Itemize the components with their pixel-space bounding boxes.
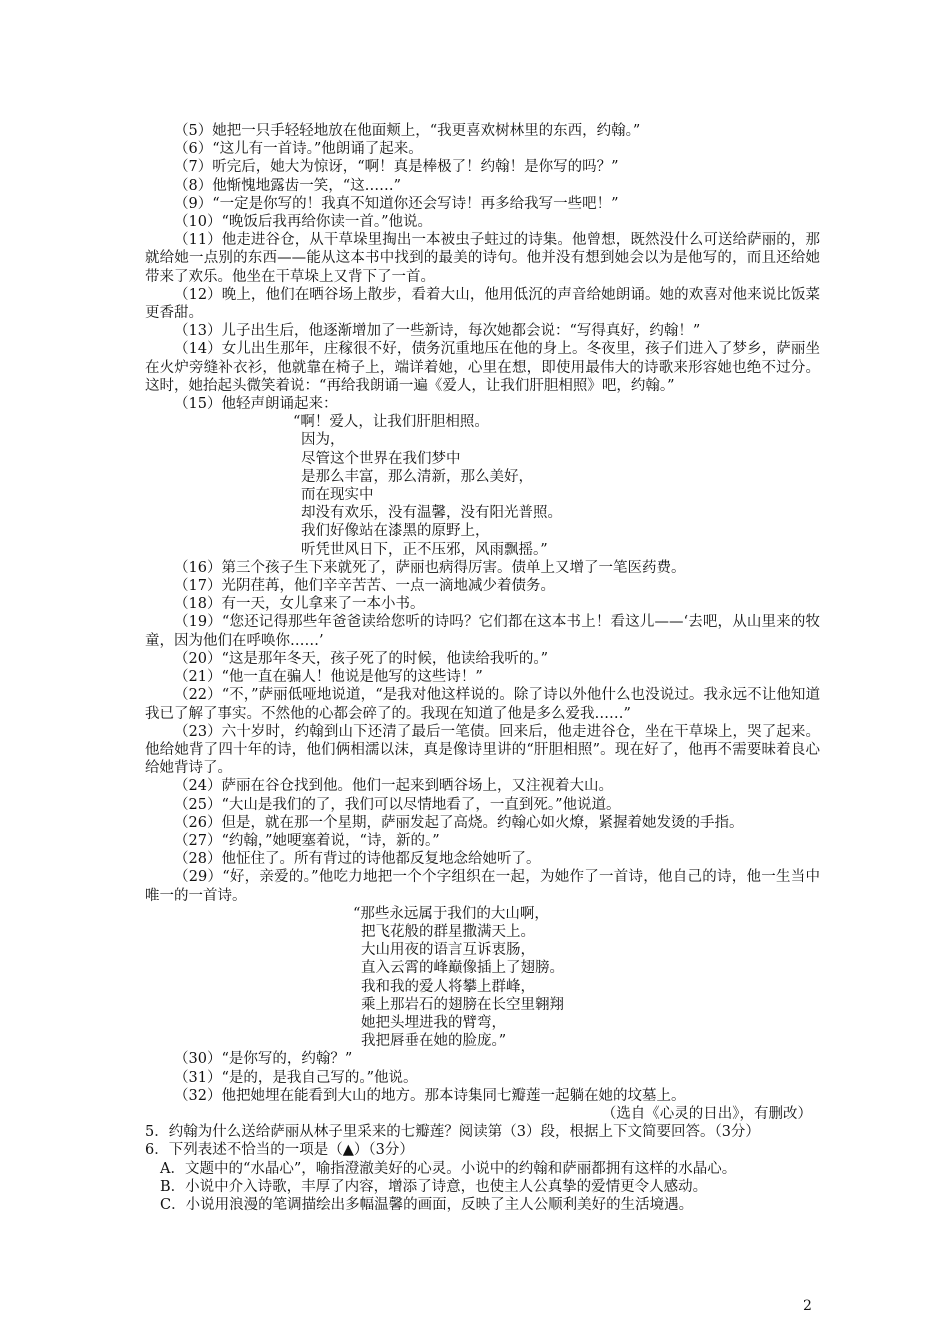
paragraph-22: （22）“不，”萨丽低哑地说道，“是我对他这样说的。除了诗以外他什么也没说过。我永远不让他知道我已了解了事实。不然他的心都会碎了的。我现在知道了他是多么爱我……”: [145, 687, 820, 722]
paragraph-32: （32）他把她埋在能看到大山的地方。那本诗集同七瓣莲一起躺在她的坟墓上。: [174, 1087, 686, 1104]
poem-line: 直入云霄的峰巅像插上了翅膀。: [361, 960, 564, 977]
poem-line: 而在现实中: [301, 487, 374, 504]
paragraph-7: （7）听完后，她大为惊讶，“啊！真是棒极了！约翰！是你写的吗？”: [174, 159, 619, 176]
paragraph-15: （15）他轻声朗诵起来：: [174, 396, 338, 413]
page-number: 2: [803, 1298, 812, 1314]
poem-line: 我和我的爱人将攀上群峰，: [361, 978, 535, 995]
paragraph-28: （28）他怔住了。所有背过的诗他都反复地念给她听了。: [174, 851, 541, 868]
paragraph-11: （11）他走进谷仓，从干草垛里掏出一本被虫子蛀过的诗集。他曾想，既然没什么可送给萨丽的，那就给她一点别的东西——能从这本书中找到的最美的诗句。他并没有想到她会以为是他写的，而且还给她带来了欢乐。他坐在干草垛上又背下了一首。: [145, 232, 820, 285]
poem-line: 是那么丰富，那么清新，那么美好，: [301, 468, 533, 485]
poem-line: “那些永远属于我们的大山啊，: [353, 905, 549, 922]
poem-line: 听凭世风日下，正不压邪，风雨飘摇。”: [301, 541, 548, 558]
paragraph-18: （18）有一天，女儿拿来了一本小书。: [174, 596, 425, 613]
paragraph-26: （26）但是，就在那一个星期，萨丽发起了高烧。约翰心如火燎，紧握着她发烫的手指。: [174, 814, 744, 831]
paragraph-8: （8）他惭愧地露齿一笑，“这……”: [174, 177, 402, 194]
poem-line: “啊！爱人，让我们肝胆相照。: [293, 414, 489, 431]
poem-love: [145, 413, 820, 559]
option-b: B．小说中介入诗歌，丰厚了内容，增添了诗意，也使主人公真挚的爱情更令人感动。: [160, 1178, 708, 1195]
paragraph-27: （27）“约翰，”她哽塞着说，“诗，新的。”: [174, 832, 440, 849]
question-5: 5．约翰为什么送给萨丽从林子里采来的七瓣莲？阅读第（3）段，根据上下文简要回答。（3分）: [145, 1124, 760, 1141]
poem-line: 尽管这个世界在我们梦中: [301, 450, 461, 467]
paragraph-16: （16）第三个孩子生下来就死了，萨丽也病得厉害。债单上又增了一笔医药费。: [174, 559, 686, 576]
paragraph-29: （29）“好，亲爱的。”他吃力地把一个个字组织在一起，为她作了一首诗，他自己的诗，他一生当中唯一的一首诗。: [145, 869, 820, 904]
poem-mountains: [145, 905, 820, 1051]
paragraph-24: （24）萨丽在谷仓找到他。他们一起来到晒谷场上，又注视着大山。: [174, 778, 613, 795]
question-6: 6．下列表述不恰当的一项是（▲）（3分）: [145, 1142, 414, 1159]
poem-line: 大山用夜的语言互诉衷肠，: [361, 942, 535, 959]
paragraph-31: （31）“是的，是我自己写的。”他说。: [174, 1069, 418, 1086]
paragraph-20: （20）“这是那年冬天，孩子死了的时候，他读给我听的。”: [174, 650, 549, 667]
poem-line: 因为，: [301, 432, 345, 449]
poem-line: 把飞花般的群星撒满天上。: [361, 923, 535, 940]
poem-line: 我们好像站在漆黑的原野上，: [301, 523, 490, 540]
source-citation: （选自《心灵的日出》，有删改）: [601, 1105, 812, 1122]
poem-line: 却没有欢乐，没有温馨，没有阳光普照。: [301, 505, 562, 522]
paragraph-21: （21）“他一直在骗人！他说是他写的这些诗！”: [174, 669, 483, 686]
paragraph-13: （13）儿子出生后，他逐渐增加了一些新诗，每次她都会说：“写得真好，约翰！”: [174, 323, 701, 340]
paragraph-30: （30）“是你写的，约翰？”: [174, 1051, 353, 1068]
paragraph-23: （23）六十岁时，约翰到山下还清了最后一笔债。回来后，他走进谷仓，坐在干草垛上，哭了起来。他给她背了四十年的诗，他们俩相濡以沫，真是像诗里讲的“肝胆相照”。现在好了，他再不需要昧着良心给她背诗了。: [145, 723, 820, 777]
paragraph-17: （17）光阴荏苒，他们辛辛苦苦、一点一滴地减少着债务。: [174, 578, 555, 595]
poem-line: 她把头埋进我的臂弯，: [361, 1014, 506, 1031]
paragraph-9: （9）“一定是你写的！我真不知道你还会写诗！再多给我写一些吧！”: [174, 195, 619, 212]
paragraph-19: （19）“您还记得那些年爸爸读给您听的诗吗？它们都在这本书上！看这儿——‘去吧，从山里来的牧童，因为他们在呼唤你……’: [145, 614, 820, 649]
poem-line: 我把唇垂在她的脸庞。”: [361, 1033, 507, 1050]
paragraph-10: （10）“晚饭后我再给你读一首。”他说。: [174, 214, 433, 231]
paragraph-25: （25）“大山是我们的了，我们可以尽情地看了，一直到死。”他说道。: [174, 796, 621, 813]
option-a: A．文题中的“水晶心”，喻指澄澈美好的心灵。小说中的约翰和萨丽都拥有这样的水晶心。: [160, 1160, 737, 1177]
article-body: [145, 122, 820, 1214]
option-c: C．小说用浪漫的笔调描绘出多幅温馨的画面，反映了主人公顺利美好的生活境遇。: [160, 1196, 694, 1213]
poem-line: 乘上那岩石的翅膀在长空里翱翔: [361, 996, 564, 1013]
paragraph-5: （5）她把一只手轻轻地放在他面颊上，“我更喜欢树林里的东西，约翰。”: [174, 123, 641, 139]
paragraph-14: （14）女儿出生那年，庄稼很不好，债务沉重地压在他的身上。冬夜里，孩子们进入了梦乡，萨丽坐在火炉旁缝补衣衫，他就靠在椅子上，端详着她，心里在想，即使用最伟大的诗歌来形容她也绝不过分。这时，她抬起头微笑着说：“再给我朗诵一遍《爱人，让我们肝胆相照》吧，约翰。”: [145, 341, 820, 394]
paragraph-6: （6）“这儿有一首诗。”他朗诵了起来。: [174, 141, 423, 158]
paragraph-12: （12）晚上，他们在晒谷场上散步，看着大山，他用低沉的声音给她朗诵。她的欢喜对他来说比饭菜更香甜。: [145, 286, 820, 322]
